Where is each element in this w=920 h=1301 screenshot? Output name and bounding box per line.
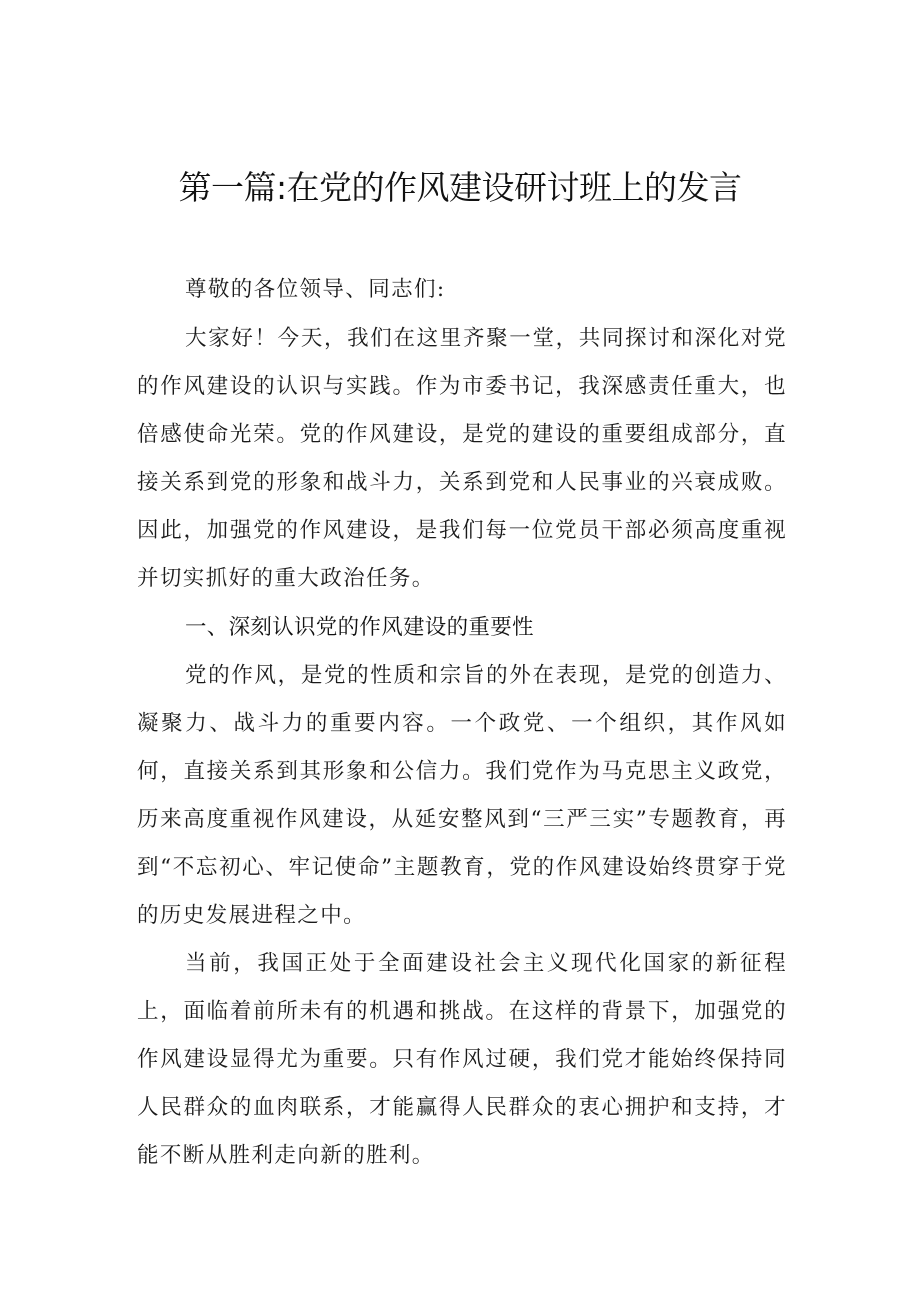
paragraph-importance: 党的作风，是党的性质和宗旨的外在表现，是党的创造力、凝聚力、战斗力的重要内容。一个政党、一个组织，其作风如何，直接关系到其形象和公信力。我们党作为马克思主义政党，历来高度重视作风建设，从延安整风到“三严三实”专题教育，再到“不忘初心、牢记使命”主题教育，党的作风建设始终贯穿于党的历史发展进程之中。 [137, 663, 787, 928]
paragraph-current-situation: 当前，我国正处于全面建设社会主义现代化国家的新征程上，面临着前所未有的机遇和挑战。在这样的背景下，加强党的作风建设显得尤为重要。只有作风过硬，我们党才能始终保持同人民群众的血肉联系，才能赢得人民群众的衷心拥护和支持，才能不断从胜利走向新的胜利。 [137, 951, 787, 1168]
document-title: 第一篇:在党的作风建设研讨班上的发言 [178, 168, 742, 207]
salutation: 尊敬的各位领导、同志们: [185, 277, 446, 302]
paragraph-intro: 大家好！今天，我们在这里齐聚一堂，共同探讨和深化对党的作风建设的认识与实践。作为市委书记，我深感责任重大，也倍感使命光荣。党的作风建设，是党的建设的重要组成部分，直接关系到党的形象和战斗力，关系到党和人民事业的兴衰成败。因此，加强党的作风建设，是我们每一位党员干部必须高度重视并切实抓好的重大政治任务。 [137, 326, 787, 591]
section-heading-1: 一、深刻认识党的作风建设的重要性 [185, 615, 534, 640]
